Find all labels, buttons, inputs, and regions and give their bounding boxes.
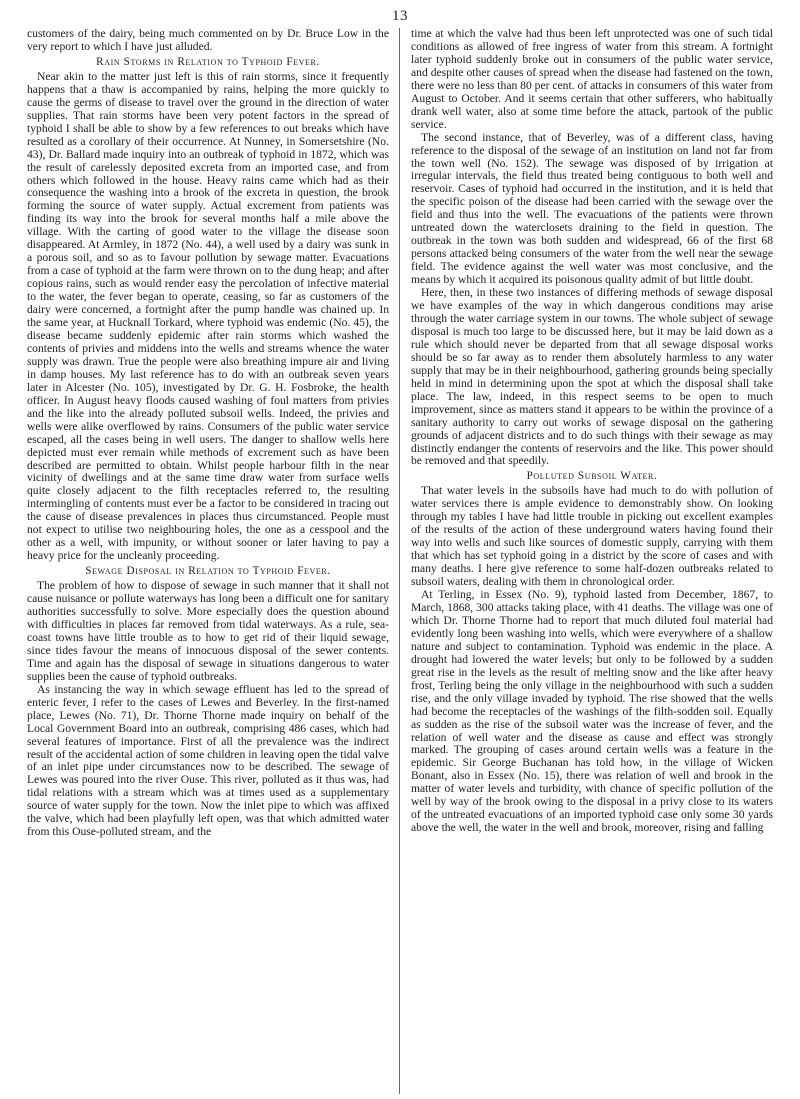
heading-rain-storms: Rain Storms in Relation to Typhoid Fever. [96, 55, 320, 68]
column-divider [399, 28, 400, 1094]
paragraph-rain-storms: Near akin to the matter just left is this of rain storms, since it frequently happens that a thaw is accompanied by rains, helping the more quickly to cause the germs of disease to travel over the ground in the direction of water supplies. That rain storms have been very potent factors in the spread of typhoid I shall be able to show by a few references to out breaks which have resulted as a corollary of their occurrence. At Nunney, in Somersetshire (No. 43), Dr. Ballard made inquiry into an outbreak of typhoid in 1872, which was the result of carelessly deposited excreta from an imported case, and from others which followed in the house. Heavy rains came which had as their consequence the washing into a brook of the excreta in question, the brook forming the source of water supply. Actual excrement from patients was finding its way into the brook for several months half a mile above the village. With the carting of good water to the village the disease soon disappeared. At Armley, in 1872 (No. 44), a well used by a dairy was sunk in a porous soil, and so as to favour pollution by sewage matter. Evacuations from a case of typhoid at the farm were thrown on to the dung heap; and after copious rains, such as would render easy the percolation of infective material to the water, the fever began to operate, ceasing, so far as customers of the dairy were concerned, a fortnight after the pump handle was chained up. In the same year, at Hucknall Torkard, where typhoid was endemic (No. 45), the disease became suddenly epidemic after rain storms which washed the contents of privies and middens into the wells and streams whence the water supply was drawn. True the people were also breathing impure air and living in damp houses. My last reference has to do with an outbreak seven years later in Alcester (No. 105), investigated by Dr. G. H. Fosbroke, the health officer. In August heavy floods caused washing of foul matters from privies and the like into the already polluted subsoil wells. Indeed, the privies and wells were alike overflowed by rains. Consumers of the public water service escaped, all the cases being in well users. The danger to shallow wells here depicted must ever remain while methods of excrement such as have been described are permitted to obtain. Whilst people harbour filth in the near vicinity of dwellings and at the same time draw water from surface wells quite closely adjacent to the filth receptacles referred to, the resulting intermingling of contents must ever be a factor to be considered in tracing out the cause of disease prevalences in places thus circumstanced. People must not expect to utilise two neighbouring holes, the one as a cesspool and the other as a well, with impunity, or without sooner or later having to pay a heavy price for the uncleanly proceeding. [27, 69, 389, 563]
left-paragraph-continued: customers of the dairy, being much commented on by Dr. Bruce Low in the very report to which I have just alluded. [27, 27, 389, 53]
heading-polluted-subsoil: Polluted Subsoil Water. [526, 470, 658, 483]
right-paragraph-continued: time at which the valve had thus been left unprotected was one of such tidal conditions as allowed of free ingress of water from this stream. A fortnight later typhoid suddenly broke out in consumers of the public water service, and despite other causes of spread when the disease had fastened on the town, there were no less than 80 per cent. of attacks in consumers of this water from August to October. And it seems certain that other sufferers, who habitually drank well water, also at some time before the attack, partook of the public service. [411, 27, 773, 131]
paragraph-sewage-examples: Here, then, in these two instances of differing methods of sewage disposal we have examples of the way in which dangerous conditions may arise through the water carriage system in our towns. The whole subject of sewage disposal is much too large to be discussed here, but it may be laid down as a rule which should never be departed from that all sewage disposal works should be so far away as to render them absolutely harmless to any water supply that may be in their neighbourhood, gathering grounds being specially held in mind in determining upon the spot at which the disposal shall take place. The law, indeed, in this respect seems to be open to much improvement, since as matters stand it appears to be within the province of a sanitary authority to carry out works of sewage disposal on the gathering grounds of adjacent districts and to do such things with their sewage as may distinctly endanger the contents of reservoirs and the like. This power should be removed and that speedily. [411, 286, 773, 468]
paragraph-terling: At Terling, in Essex (No. 9), typhoid lasted from December, 1867, to March, 1868, 300 attacks taking place, with 41 deaths. The village was one of which Dr. Thorne Thorne had to report that much diluted foul material had evidently long been washing into wells, which were everywhere of a shallow nature and subject to contamination. Typhoid was endemic in the place. A drought had lowered the water levels; but only to be followed by a sudden great rise in the levels as the result of melting snow and the like after heavy frost, Terling being the only village in the neighbourhood with such a sudden rise, and the only village invaded by typhoid. The rise showed that the wells had become the receptacles of the washings of the filth-sodden soil. Equally as sudden as the rise of the subsoil water was the increase of fever, and the relation of well water and the disease as cause and effect was strongly marked. The grouping of cases around certain wells was a feature in the epidemic. Sir George Buchanan has told how, in the village of Wicken Bonant, also in Essex (No. 15), there was relation of well and brook in the matter of water levels and turbidity, with chance of specific pollution of the well by way of the brook owing to the disposal in a privy close to its waters of the untreated evacuations of an imported typhoid case only some 30 yards above the well, the water in the well and brook, moreover, rising and falling [411, 588, 773, 835]
heading-sewage-disposal: Sewage Disposal in Relation to Typhoid Fever. [85, 565, 331, 578]
page-number: 13 [392, 8, 408, 24]
right-column [411, 28, 773, 835]
paragraph-beverley: The second instance, that of Beverley, was of a different class, having reference to the disposal of the sewage of an institution on land not far from the town well (No. 152). The sewage was disposed of by irrigation at irregular intervals, the field thus treated being contiguous to both well and reservoir. Cases of typhoid had occurred in the institution, and it is held that the specific poison of the disease had been carried with the sewage over the field and thus into the well. The evacuations of the patients were thrown untreated down the waterclosets draining to the field in question. The outbreak in the town was both sudden and widespread, 66 of the first 68 persons attacked being consumers of the water from the well near the sewage field. The evidence against the well water was most conclusive, and the means by which it acquired its poisonous quality admit of but little doubt. [411, 130, 773, 287]
paragraph-lewes-beverley: As instancing the way in which sewage effluent has led to the spread of enteric fever, I refer to the cases of Lewes and Beverley. In the first-named place, Lewes (No. 71), Dr. Thorne Thorne made inquiry on behalf of the Local Government Board into an outbreak, comprising 486 cases, which had several features of importance. First of all the prevalence was the indirect result of the accidental action of some children in leaving open the tidal valve of an inlet pipe under circumstances now to be described. The sewage of Lewes was poured into the river Ouse. This river, polluted as it thus was, had tidal relations with a stream which was at times used as a supplementary source of water supply for the town. Now the inlet pipe to which was affixed the valve, which had been playfully left open, was that which admitted water from this Ouse-polluted stream, and the [27, 682, 389, 839]
left-column [27, 28, 389, 839]
paragraph-sewage-problem: The problem of how to dispose of sewage in such manner that it shall not cause nuisance or pollute waterways has long been a difficult one for sanitary authorities successfully to solve. More especially does the question abound with difficulties in places far removed from tidal waterways. As a rule, sea-coast towns have little trouble as to how to get rid of their liquid sewage, since tides favour the means of innocuous disposal of the sewer contents. Time and again has the disposal of sewage in situations dangerous to water supplies been the cause of typhoid outbreaks. [27, 579, 389, 683]
paragraph-subsoil-water: That water levels in the subsoils have had much to do with pollution of water services there is ample evidence to demonstrably show. On looking through my tables I have had little trouble in picking out excellent examples of the results of the action of these underground waters having found their way into wells and such like sources of domestic supply, carrying with them that which has set typhoid going in a district by the score of cases and with many deaths. I here give reference to some half-dozen outbreaks related to subsoil waters, dealing with them in chronological order. [411, 484, 773, 589]
